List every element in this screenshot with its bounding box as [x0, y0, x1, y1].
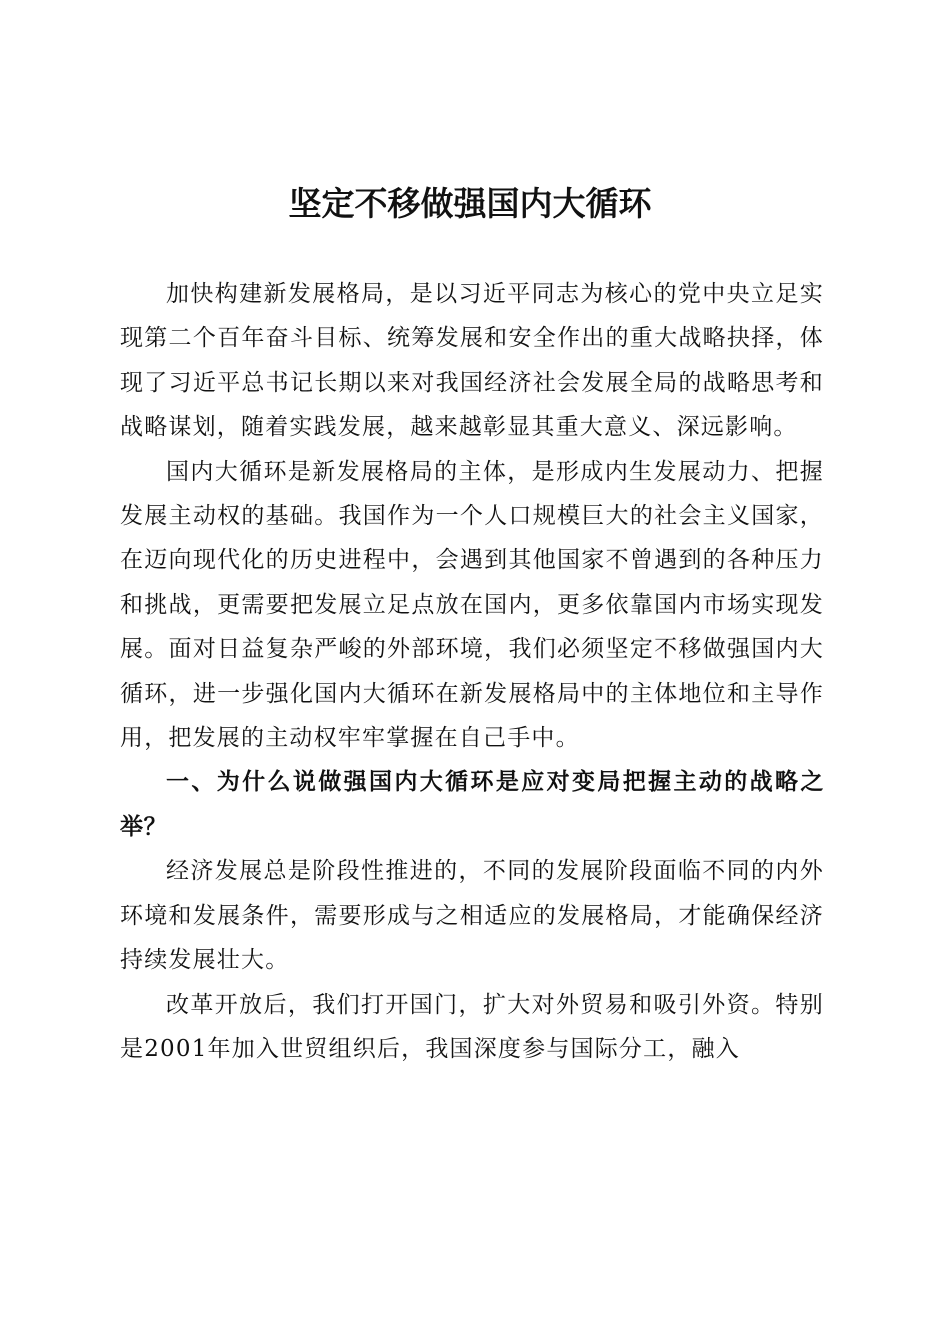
paragraph-reform-opening: 改革开放后，我们打开国门，扩大对外贸易和吸引外资。特别是2001年加入世贸组织后，我国深度参与国际分工，融入	[120, 991, 824, 1062]
document-body	[120, 272, 824, 1071]
paragraph-development-stage: 经济发展总是阶段性推进的，不同的发展阶段面临不同的内外环境和发展条件，需要形成与之相适应的发展格局，才能确保经济持续发展壮大。	[120, 858, 824, 974]
paragraph-intro: 加快构建新发展格局，是以习近平同志为核心的党中央立足实现第二个百年奋斗目标、统筹发展和安全作出的重大战略抉择，体现了习近平总书记长期以来对我国经济社会发展全局的战略思考和战略谋划，随着实践发展，越来越彰显其重大意义、深远影响。	[120, 281, 824, 441]
section-heading-one: 一、为什么说做强国内大循环是应对变局把握主动的战略之举？	[120, 769, 824, 840]
paragraph-domestic-circulation: 国内大循环是新发展格局的主体，是形成内生发展动力、把握发展主动权的基础。我国作为一个人口规模巨大的社会主义国家，在迈向现代化的历史进程中，会遇到其他国家不曾遇到的各种压力和挑战，更需要把发展立足点放在国内，更多依靠国内市场实现发展。面对日益复杂严峻的外部环境，我们必须坚定不移做强国内大循环，进一步强化国内大循环在新发展格局中的主体地位和主导作用，把发展的主动权牢牢掌握在自己手中。	[120, 458, 824, 752]
document-title: 坚定不移做强国内大循环	[288, 184, 652, 223]
